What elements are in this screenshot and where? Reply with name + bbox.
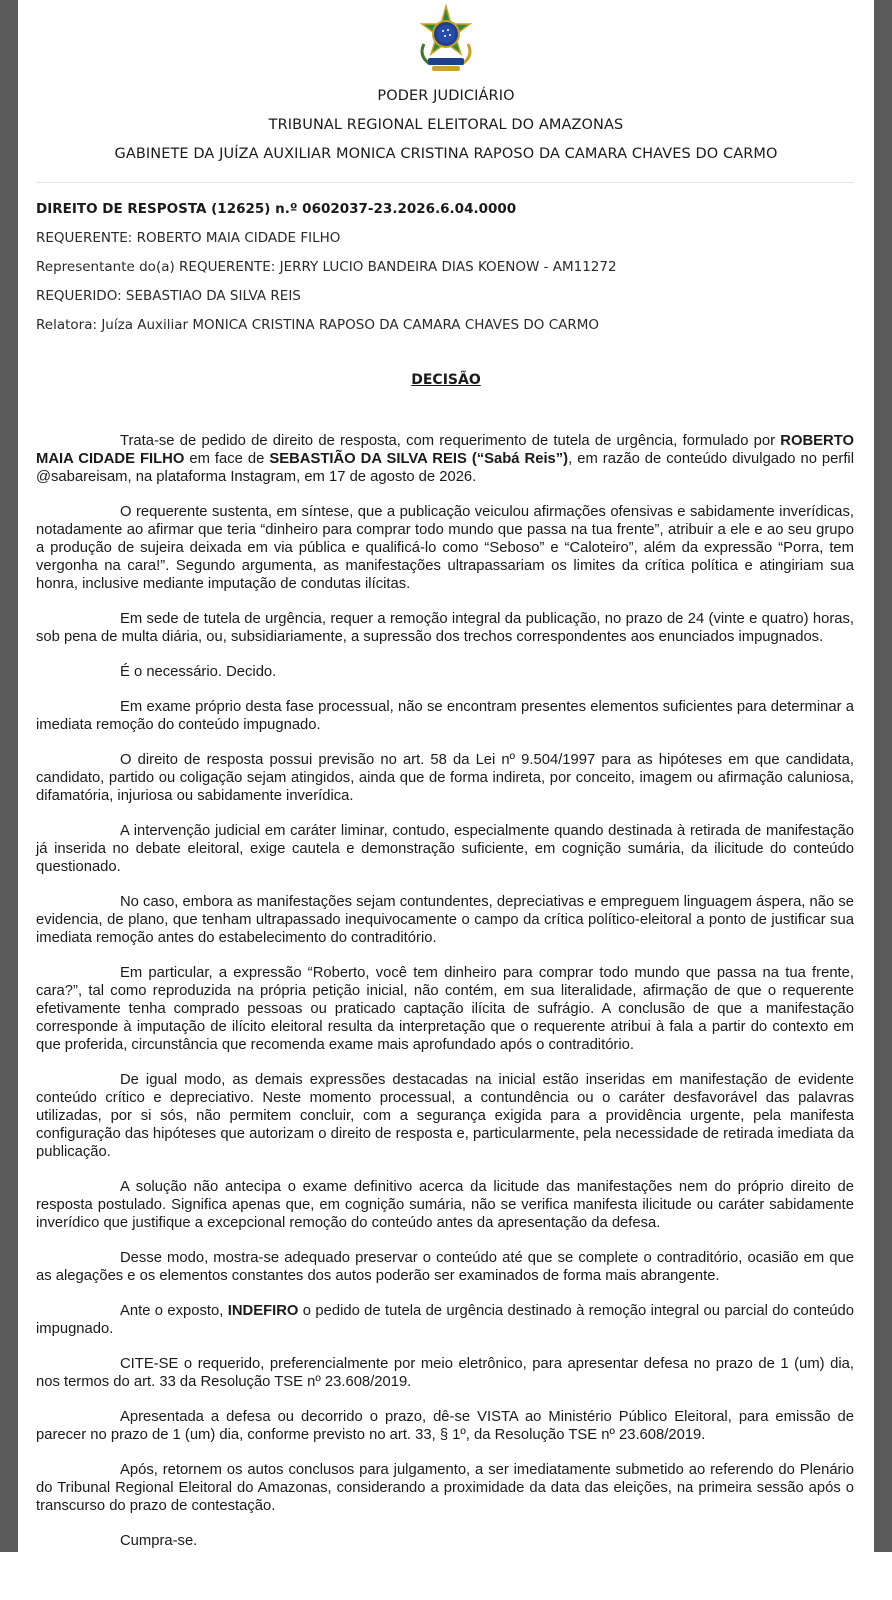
left-border [0,0,18,1552]
paragraph-6: O direito de resposta possui previsão no art. 58 da Lei nº 9.504/1997 para as hipóteses em que candidata, candidato, partido ou coligação sejam atingidos, ainda que de forma indireta, por conceito, imagem ou afirmação caluniosa, difamatória, injuriosa ou sabidamente inverídica. [36,752,854,804]
paragraph-13: Ante o exposto, INDEFIRO o pedido de tutela de urgência destinado à remoção integral ou parcial do conteúdo impugnado. [36,1303,854,1337]
paragraph-8: No caso, embora as manifestações sejam contundentes, depreciativas e empreguem linguagem áspera, não se evidencia, de plano, que tenham ultrapassado inequivocamente o campo da crítica político-eleitoral a ponto de justificar sua imediata remoção antes do estabelecimento do contraditório. [36,894,854,946]
section-title: DECISÃO [411,372,481,388]
paragraph-14: CITE-SE o requerido, preferencialmente por meio eletrônico, para apresentar defesa no prazo de 1 (um) dia, nos termos do art. 33 da Resolução TSE nº 23.608/2019. [36,1356,854,1390]
case-relatora: Relatora: Juíza Auxiliar MONICA CRISTINA RAPOSO DA CAMARA CHAVES DO CARMO [36,317,600,333]
paragraph-10: De igual modo, as demais expressões destacadas na inicial estão inseridas em manifestação de evidente conteúdo crítico e depreciativo. Neste momento processual, a contundência ou o caráter desfavorável das palavras utilizadas, por si sós, não permitem concluir, com a segurança exigida para a providência urgente, pela manifesta configuração das hipóteses que autorizam o direito de resposta e, particularmente, pela necessidade de retirada imediata da publicação. [36,1072,854,1160]
paragraph-2: O requerente sustenta, em síntese, que a publicação veiculou afirmações ofensivas e sabidamente inverídicas, notadamente ao afirmar que teria “dinheiro para comprar todo mundo que passa na tua frente”, atribuir a ele e ao seu grupo a produção de sujeira deixada em via pública e qualificá-lo como “Seboso” e “Caloteiro”, além da expressão “Porra, tem vergonha na cara!”. Segundo argumenta, as manifestações ultrapassariam os limites da crítica política e atingiriam sua honra, inclusive mediante imputação de condutas ilícitas. [36,504,854,592]
paragraph-9: Em particular, a expressão “Roberto, você tem dinheiro para comprar todo mundo que passa na tua frente, cara?”, tal como reproduzida na própria petição inicial, não contém, em sua literalidade, afirmação de que o requerente efetivamente tenha comprado pessoas ou praticado captação ilícita de sufrágio. A conclusão de que a manifestação corresponde à imputação de ilícito eleitoral resulta da interpretação que o requerente atribui à fala a partir do contexto em que proferida, circunstância que recomenda exame mais aprofundado após o contraditório. [36,965,854,1053]
paragraph-1: Trata-se de pedido de direito de resposta, com requerimento de tutela de urgência, formulado por ROBERTO MAIA CIDADE FILHO em face de SEBASTIÃO DA SILVA REIS (“Sabá Reis”), em razão de conteúdo divulgado no perfil @sabareisam, na plataforma Instagram, em 17 de agosto de 2026. [36,433,855,485]
paragraph-4: É o necessário. Decido. [120,664,277,680]
paragraph-17: Cumpra-se. [120,1533,198,1549]
header-line-3: GABINETE DA JUÍZA AUXILIAR MONICA CRISTINA RAPOSO DA CAMARA CHAVES DO CARMO [114,146,778,162]
header-line-1: PODER JUDICIÁRIO [377,88,515,104]
paragraph-3: Em sede de tutela de urgência, requer a remoção integral da publicação, no prazo de 24 (vinte e quatro) horas, sob pena de multa diária, ou, subsidiariamente, a supressão dos trechos correspondentes aos enunciados impugnados. [36,611,854,645]
paragraph-16: Após, retornem os autos conclusos para julgamento, a ser imediatamente submetido ao referendo do Plenário do Tribunal Regional Eleitoral do Amazonas, considerando a proximidade da data das eleições, na primeira sessão após o transcurso do prazo de contestação. [36,1462,854,1514]
case-representante: Representante do(a) REQUERENTE: JERRY LUCIO BANDEIRA DIAS KOENOW - AM11272 [36,259,617,275]
paragraph-7: A intervenção judicial em caráter liminar, contudo, especialmente quando destinada à retirada de manifestação já inserida no debate eleitoral, exige cautela e demonstração suficiente, em cognição sumária, da ilicitude do conteúdo questionado. [36,823,854,875]
document-page [18,0,874,1600]
header-line-2: TRIBUNAL REGIONAL ELEITORAL DO AMAZONAS [268,117,624,133]
case-requerente: REQUERENTE: ROBERTO MAIA CIDADE FILHO [36,230,341,246]
paragraph-5: Em exame próprio desta fase processual, não se encontram presentes elementos suficientes para determinar a imediata remoção do conteúdo impugnado. [36,699,854,733]
brazil-coat-of-arms-icon [410,4,482,74]
right-border [874,0,892,1552]
decision-body [36,432,854,1567]
header-divider [36,182,854,183]
paragraph-11: A solução não antecipa o exame definitivo acerca da licitude das manifestações nem do próprio direito de resposta postulado. Significa apenas que, em cognição sumária, não se verifica manifesta ilicitude ou caráter sabidamente inverídico que justifique a excepcional remoção do conteúdo antes da apresentação da defesa. [36,1179,854,1231]
paragraph-15: Apresentada a defesa ou decorrido o prazo, dê-se VISTA ao Ministério Público Eleitoral, para emissão de parecer no prazo de 1 (um) dia, conforme previsto no art. 33, § 1º, da Resolução TSE nº 23.608/2019. [36,1409,854,1443]
case-title: DIREITO DE RESPOSTA (12625) n.º 0602037-23.2026.6.04.0000 [36,201,517,217]
paragraph-12: Desse modo, mostra-se adequado preservar o conteúdo até que se complete o contraditório, ocasião em que as alegações e os elementos constantes dos autos poderão ser examinados de forma mais abrangente. [36,1250,854,1284]
case-requerido: REQUERIDO: SEBASTIAO DA SILVA REIS [36,288,301,304]
